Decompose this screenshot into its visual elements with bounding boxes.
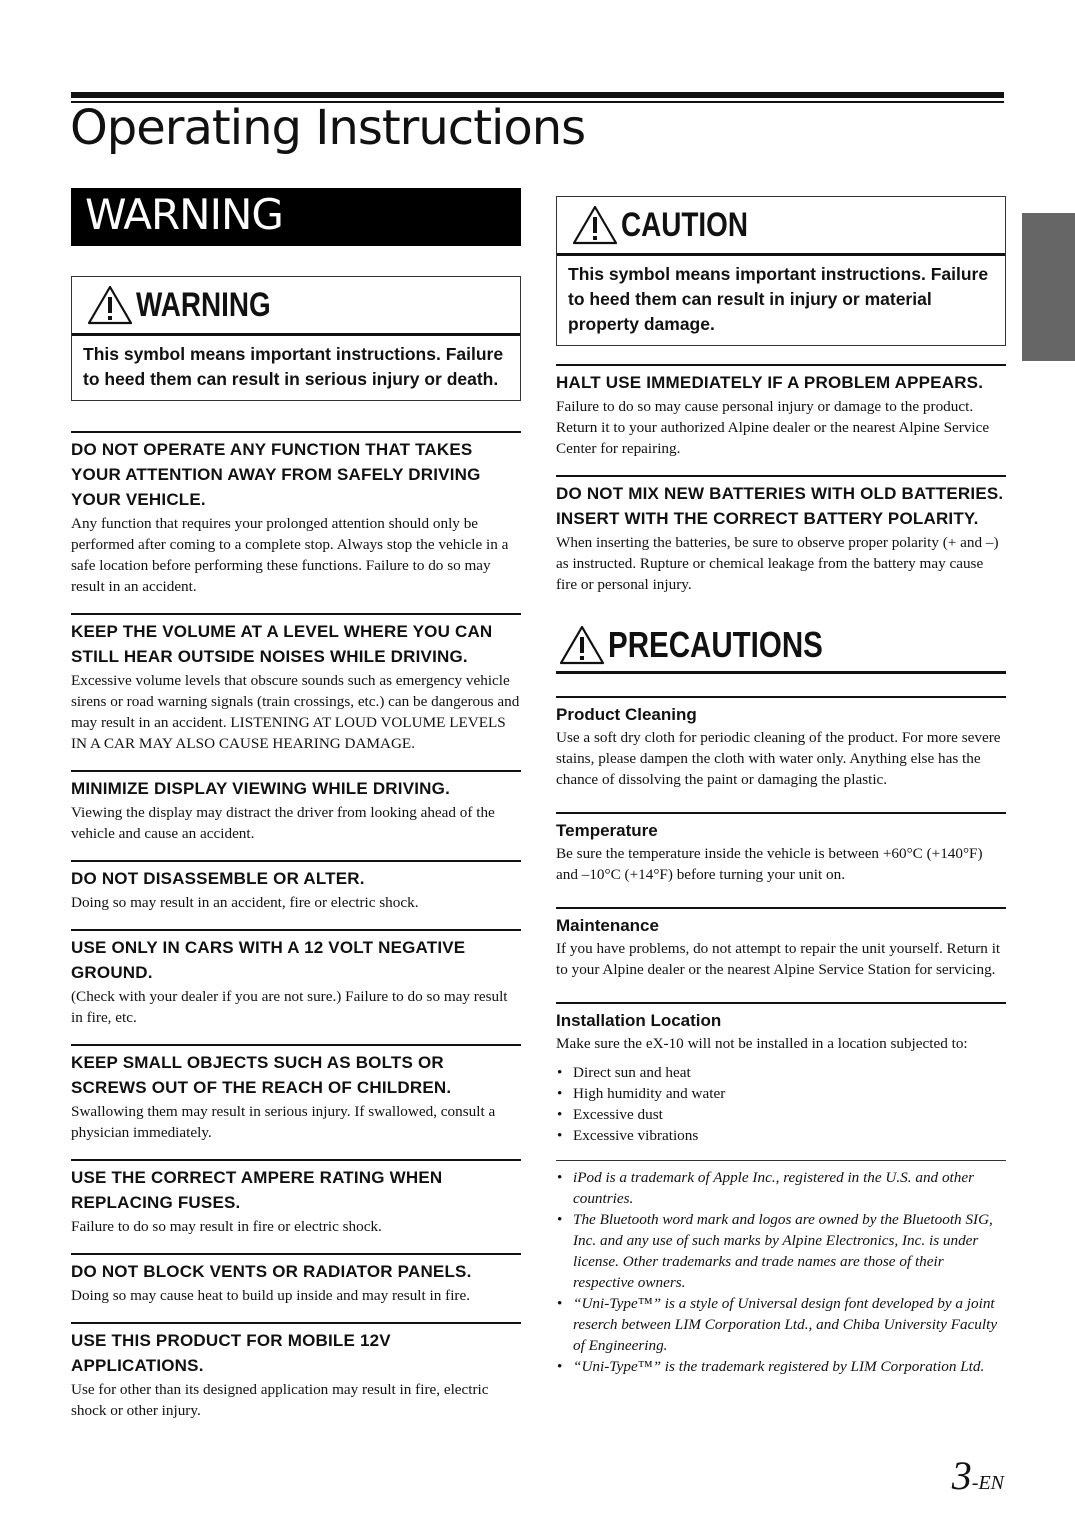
warning-section bbox=[71, 860, 521, 913]
caution-symbol-heading bbox=[557, 197, 1005, 256]
section-heading: HALT USE IMMEDIATELY IF A PROBLEM APPEARS. bbox=[556, 373, 984, 392]
section-heading: DO NOT BLOCK VENTS OR RADIATOR PANELS. bbox=[71, 1262, 472, 1281]
section-heading: Installation Location bbox=[556, 1011, 722, 1030]
caution-section bbox=[556, 475, 1006, 595]
section-text: Viewing the display may distract the driver from looking ahead of the vehicle and cause an accident. bbox=[71, 804, 495, 842]
location-list bbox=[556, 1062, 1006, 1146]
section-text: Doing so may cause heat to build up inside and may result in fire. bbox=[71, 1287, 471, 1304]
warning-symbol-box bbox=[71, 276, 521, 401]
section-heading: DO NOT DISASSEMBLE OR ALTER. bbox=[71, 869, 365, 888]
warning-symbol-title: WARNING bbox=[136, 285, 271, 324]
section-heading: Maintenance bbox=[556, 916, 659, 935]
section-text: Swallowing them may result in serious injury. If swallowed, consult a physician immediately. bbox=[71, 1103, 496, 1141]
section-text: Make sure the eX-10 will not be installed in a location subjected to: bbox=[556, 1035, 968, 1052]
section-heading: Product Cleaning bbox=[556, 705, 697, 724]
list-item: • Excessive vibrations bbox=[556, 1125, 1006, 1146]
warning-section bbox=[71, 1322, 521, 1421]
caution-symbol-text: This symbol means important instructions. Failure to heed them can result in injury or material property damage. bbox=[568, 264, 989, 334]
precaution-section bbox=[556, 907, 1006, 980]
left-column bbox=[71, 188, 521, 1421]
section-heading: USE ONLY IN CARS WITH A 12 VOLT NEGATIVE GROUND. bbox=[71, 938, 466, 982]
warning-triangle-icon bbox=[86, 284, 134, 326]
section-text: Be sure the temperature inside the vehicle is between +60°C (+140°F) and –10°C (+14°F) before turning your unit on. bbox=[556, 845, 983, 883]
section-text: Excessive volume levels that obscure sounds such as emergency vehicle sirens or road warning signals (train crossings, etc.) can be dangerous and may result in an accident. LISTENING AT LOUD VOLUME LEVELS IN A CAR MAY ALSO CAUSE HEARING DAMAGE. bbox=[71, 672, 520, 752]
precaution-section bbox=[556, 696, 1006, 790]
caution-symbol-box bbox=[556, 196, 1006, 346]
trademark-notes bbox=[556, 1160, 1006, 1377]
right-column bbox=[556, 188, 1006, 1377]
warning-symbol-heading bbox=[72, 277, 520, 336]
caution-triangle-icon bbox=[571, 204, 619, 246]
section-text: (Check with your dealer if you are not sure.) Failure to do so may result in fire, etc. bbox=[71, 988, 508, 1026]
warning-symbol-text: This symbol means important instructions. Failure to heed them can result in serious injury or death. bbox=[83, 344, 504, 389]
warning-banner: WARNING bbox=[71, 188, 521, 246]
section-text: Use a soft dry cloth for periodic cleaning of the product. For more severe stains, please dampen the cloth with water only. Anything else has the chance of dissolving the paint or damaging the plastic. bbox=[556, 729, 1001, 788]
trademark-item: • iPod is a trademark of Apple Inc., registered in the U.S. and other countries. bbox=[556, 1167, 1006, 1209]
trademark-item: • “Uni-Type™” is a style of Universal design font developed by a joint reserch between LIM Corporation Ltd., and Chiba University Faculty of Engineering. bbox=[556, 1293, 1006, 1356]
section-heading: DO NOT MIX NEW BATTERIES WITH OLD BATTERIES. INSERT WITH THE CORRECT BATTERY POLARITY. bbox=[556, 484, 1004, 528]
section-text: Use for other than its designed application may result in fire, electric shock or other injury. bbox=[71, 1381, 489, 1419]
warning-section bbox=[71, 1044, 521, 1143]
section-heading: KEEP THE VOLUME AT A LEVEL WHERE YOU CAN STILL HEAR OUTSIDE NOISES WHILE DRIVING. bbox=[71, 622, 493, 666]
caution-symbol-title: CAUTION bbox=[621, 205, 749, 244]
precautions-title: PRECAUTIONS bbox=[608, 624, 823, 665]
section-heading: KEEP SMALL OBJECTS SUCH AS BOLTS OR SCREWS OUT OF THE REACH OF CHILDREN. bbox=[71, 1053, 452, 1097]
trademark-list bbox=[556, 1167, 1006, 1377]
warning-section bbox=[71, 1253, 521, 1306]
section-text: Failure to do so may result in fire or electric shock. bbox=[71, 1218, 382, 1235]
precautions-heading bbox=[556, 619, 1006, 674]
caution-section bbox=[556, 364, 1006, 459]
section-text: Failure to do so may cause personal injury or damage to the product. Return it to your authorized Alpine dealer or the nearest Alpine Service Center for repairing. bbox=[556, 398, 990, 457]
title-rule-thick bbox=[71, 92, 1004, 98]
section-tab bbox=[1022, 213, 1075, 361]
section-text: If you have problems, do not attempt to repair the unit yourself. Return it to your Alpine dealer or the nearest Alpine Service Station for servicing. bbox=[556, 940, 1001, 978]
list-item: • High humidity and water bbox=[556, 1083, 1006, 1104]
section-heading: DO NOT OPERATE ANY FUNCTION THAT TAKES YOUR ATTENTION AWAY FROM SAFELY DRIVING YOUR VEHICLE. bbox=[71, 440, 481, 509]
precautions-triangle-icon bbox=[558, 624, 606, 666]
precaution-section bbox=[556, 812, 1006, 885]
section-text: Doing so may result in an accident, fire or electric shock. bbox=[71, 894, 419, 911]
section-heading: MINIMIZE DISPLAY VIEWING WHILE DRIVING. bbox=[71, 779, 450, 798]
trademark-item: • “Uni-Type™” is the trademark registered by LIM Corporation Ltd. bbox=[556, 1356, 1006, 1377]
page-number bbox=[952, 1452, 1004, 1499]
section-heading: USE THIS PRODUCT FOR MOBILE 12V APPLICATIONS. bbox=[71, 1331, 391, 1375]
section-text: When inserting the batteries, be sure to observe proper polarity (+ and –) as instructed. Rupture or chemical leakage from the battery may cause fire or personal injury. bbox=[556, 534, 999, 593]
list-item: • Excessive dust bbox=[556, 1104, 1006, 1125]
page-number-suffix: -EN bbox=[971, 1472, 1004, 1494]
section-text: Any function that requires your prolonged attention should only be performed after coming to a complete stop. Always stop the vehicle in a safe location before performing these functions. Failure to do so may result in an accident. bbox=[71, 515, 509, 595]
section-heading: USE THE CORRECT AMPERE RATING WHEN REPLACING FUSES. bbox=[71, 1168, 443, 1212]
warning-section bbox=[71, 1159, 521, 1237]
page-title: Operating Instructions bbox=[70, 100, 586, 156]
list-item: • Direct sun and heat bbox=[556, 1062, 1006, 1083]
warning-section bbox=[71, 770, 521, 844]
warning-section bbox=[71, 431, 521, 597]
warning-section bbox=[71, 929, 521, 1028]
section-heading: Temperature bbox=[556, 821, 658, 840]
precaution-section bbox=[556, 1002, 1006, 1146]
trademark-item: • The Bluetooth word mark and logos are owned by the Bluetooth SIG, Inc. and any use of such marks by Alpine Electronics, Inc. is under license. Other trademarks and trade names are those of their respective owners. bbox=[556, 1209, 1006, 1293]
page-number-value: 3 bbox=[951, 1453, 972, 1498]
warning-section bbox=[71, 613, 521, 754]
